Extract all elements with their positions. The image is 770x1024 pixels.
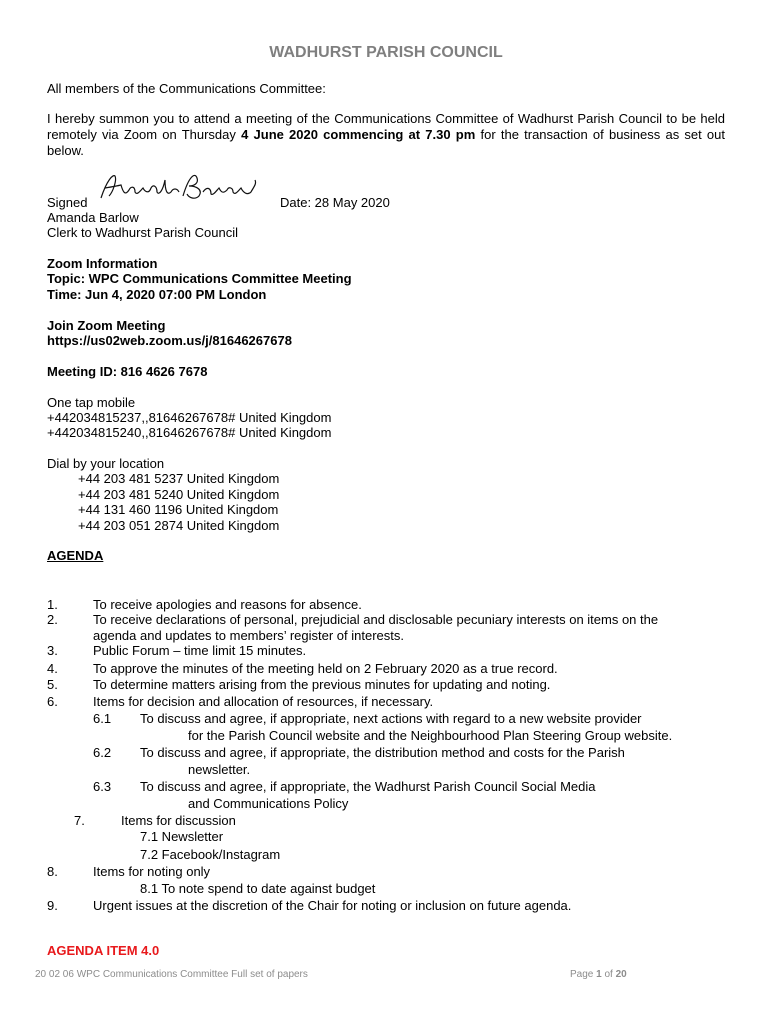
next-section-heading: AGENDA ITEM 4.0 xyxy=(47,943,160,958)
agenda-subitem-num: 6.1 xyxy=(93,711,112,726)
agenda-item-num: 3. xyxy=(47,643,58,658)
agenda-item-text: Items for decision and allocation of resources, if necessary. xyxy=(93,694,434,709)
agenda-item-text-cont: for the Parish Council website and the Neighbourhood Plan Steering Group website. xyxy=(188,728,673,743)
agenda-item-text: Public Forum – time limit 15 minutes. xyxy=(93,643,307,658)
agenda-item-text: Urgent issues at the discretion of the Chair for noting or inclusion on future agenda. xyxy=(93,898,572,913)
greeting: All members of the Communications Committee: xyxy=(47,81,326,96)
agenda-item-num: 8. xyxy=(47,864,58,879)
footer-page-number xyxy=(570,969,627,980)
agenda-heading: AGENDA xyxy=(47,548,104,563)
zoom-time: Time: Jun 4, 2020 07:00 PM London xyxy=(47,287,267,302)
dial-heading: Dial by your location xyxy=(47,456,165,471)
council-title: WADHURST PARISH COUNCIL xyxy=(269,44,503,61)
one-tap-heading: One tap mobile xyxy=(47,395,136,410)
agenda-item-text: To determine matters arising from the previous minutes for updating and noting. xyxy=(93,677,551,692)
summons-prefix: I hereby summon you to attend a meeting of the Communications Committee of Wadhurst Parish Council to be held remotely via Zoom on Thursday xyxy=(47,111,725,142)
agenda-item-num: 7. xyxy=(74,813,85,828)
agenda-item-text: To receive declarations of personal, prejudicial and disclosable pecuniary interests on items on the xyxy=(93,612,659,627)
dial-number: +44 203 051 2874 United Kingdom xyxy=(78,518,280,533)
agenda-item-text: To approve the minutes of the meeting held on 2 February 2020 as a true record. xyxy=(93,661,558,676)
page-prefix: Page xyxy=(570,969,597,980)
join-url[interactable]: https://us02web.zoom.us/j/81646267678 xyxy=(47,333,292,348)
agenda-item-num: 2. xyxy=(47,612,58,627)
join-heading: Join Zoom Meeting xyxy=(47,318,166,333)
signed-label: Signed xyxy=(47,195,88,210)
handwritten-signature xyxy=(99,170,259,204)
agenda-subitem-num: 6.2 xyxy=(93,745,112,760)
agenda-item-text-cont: agenda and updates to members’ register of interests. xyxy=(93,628,404,643)
page-current: 1 xyxy=(596,969,602,980)
footer-document-name: 20 02 06 WPC Communications Committee Full set of papers xyxy=(35,969,308,980)
dial-number: +44 203 481 5240 United Kingdom xyxy=(78,487,280,502)
zoom-heading: Zoom Information xyxy=(47,256,158,271)
one-tap-number: +442034815240,,81646267678# United Kingdom xyxy=(47,425,332,440)
signatory-role: Clerk to Wadhurst Parish Council xyxy=(47,225,238,240)
summons-paragraph xyxy=(47,111,725,159)
agenda-item-num: 5. xyxy=(47,677,58,692)
page-total: 20 xyxy=(615,969,627,980)
zoom-topic: Topic: WPC Communications Committee Meeting xyxy=(47,271,352,286)
agenda-item-text: Items for noting only xyxy=(93,864,211,879)
agenda-item-num: 4. xyxy=(47,661,58,676)
agenda-item-text: To discuss and agree, if appropriate, the distribution method and costs for the Parish xyxy=(140,745,625,760)
agenda-subitem-text: 7.1 Newsletter xyxy=(140,829,224,844)
agenda-item-text-cont: and Communications Policy xyxy=(188,796,349,811)
agenda-item-num: 6. xyxy=(47,694,58,709)
agenda-item-text: To discuss and agree, if appropriate, next actions with regard to a new website provider xyxy=(140,711,642,726)
one-tap-number: +442034815237,,81646267678# United Kingdom xyxy=(47,410,332,425)
summons-suffix: for the transaction of business as set out below. xyxy=(47,127,725,158)
agenda-subitem-num: 6.3 xyxy=(93,779,112,794)
dial-number: +44 131 460 1196 United Kingdom xyxy=(78,502,279,517)
agenda-item-text: Items for discussion xyxy=(121,813,236,828)
agenda-item-text: To receive apologies and reasons for absence. xyxy=(93,597,362,612)
meeting-id: Meeting ID: 816 4626 7678 xyxy=(47,364,208,379)
agenda-item-num: 9. xyxy=(47,898,58,913)
letter-date: Date: 28 May 2020 xyxy=(280,195,390,210)
dial-number: +44 203 481 5237 United Kingdom xyxy=(78,471,280,486)
agenda-subitem-text: 7.2 Facebook/Instagram xyxy=(140,847,281,862)
signatory-name: Amanda Barlow xyxy=(47,210,139,225)
agenda-item-text-cont: newsletter. xyxy=(188,762,251,777)
page-of: of xyxy=(601,969,616,980)
summons-date-time: 4 June 2020 commencing at 7.30 pm xyxy=(241,127,476,142)
agenda-subitem-text: 8.1 To note spend to date against budget xyxy=(140,881,376,896)
agenda-item-text: To discuss and agree, if appropriate, the Wadhurst Parish Council Social Media xyxy=(140,779,596,794)
agenda-item-num: 1. xyxy=(47,597,58,612)
